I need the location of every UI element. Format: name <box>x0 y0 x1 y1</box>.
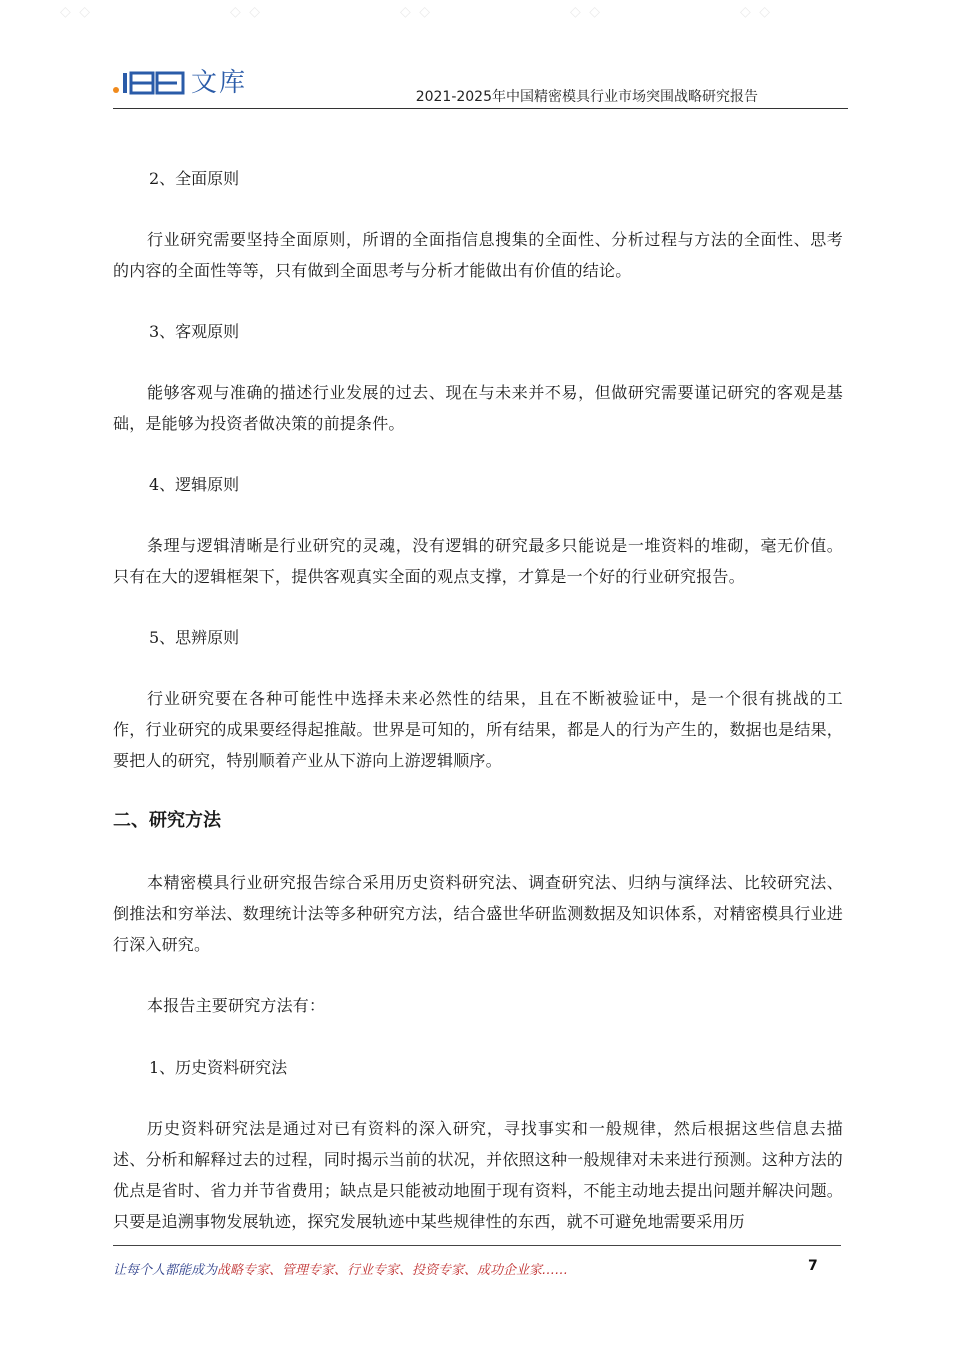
paragraph-methods-lead: 本报告主要研究方法有： <box>147 996 326 1015</box>
paragraph-methods-intro: 本精密模具行业研究报告综合采用历史资料研究法、调查研究法、归纳与演绎法、比较研究法、倒推法和穷举法、数理统计法等多种研究方法，结合盛世华研监测数据及知识体系，对精密模具行业进行深入研究。 <box>113 873 843 954</box>
section-heading-objective: 3、客观原则 <box>149 322 240 341</box>
page-header <box>113 60 848 110</box>
paragraph-dialectic: 行业研究要在各种可能性中选择未来必然性的结果，且在不断被验证中，是一个很有挑战的工作，行业研究的成果要经得起推敲。世界是可知的，所有结果，都是人的行为产生的，数据也是结果，要把人的研究，特别顺着产业从下游向上游逻辑顺序。 <box>113 689 843 770</box>
paragraph-comprehensive: 行业研究需要坚持全面原则，所谓的全面指信息搜集的全面性、分析过程与方法的全面性、思考的内容的全面性等等，只有做到全面思考与分析才能做出有价值的结论。 <box>113 230 843 280</box>
paragraph-objective: 能够客观与准确的描述行业发展的过去、现在与未来并不易，但做研究需要谨记研究的客观是基础，是能够为投资者做决策的前提条件。 <box>113 383 843 433</box>
page-number: 7 <box>808 1258 818 1274</box>
report-title: 2021-2025年中国精密模具行业市场突围战略研究报告 <box>415 89 758 105</box>
section-heading-dialectic: 5、思辨原则 <box>149 628 240 647</box>
section-heading-comprehensive: 2、全面原则 <box>149 169 240 188</box>
paragraph-logic: 条理与逻辑清晰是行业研究的灵魂，没有逻辑的研究最多只能说是一堆资料的堆砌，毫无价值。只有在大的逻辑框架下，提供客观真实全面的观点支撑，才算是一个好的行业研究报告。 <box>113 536 843 586</box>
logo <box>113 68 247 98</box>
footer-divider <box>113 1245 841 1246</box>
footer-slogan <box>113 1259 568 1278</box>
header-divider <box>113 108 848 109</box>
logo-dot-icon <box>113 87 119 93</box>
chapter-heading-methods: 二、研究方法 <box>113 810 221 831</box>
slogan-highlight: 战略专家、管理专家、行业专家、投资专家、成功企业家…… <box>217 1263 569 1278</box>
logo-text: 文库 <box>191 68 248 98</box>
slogan-prefix: 让每个人都能成为 <box>113 1263 218 1278</box>
paragraph-historical: 历史资料研究法是通过对已有资料的深入研究，寻找事实和一般规律，然后根据这些信息去描述、分析和解释过去的过程，同时揭示当前的状况，并依照这种一般规律对未来进行预测。这种方法的优点是省时、省力并节省费用；缺点是只能被动地囿于现有资料，不能主动地去提出问题并解决问题。只要是追溯事物发展轨迹，探究发展轨迹中某些规律性的东西，就不可避免地需要采用历 <box>113 1119 843 1231</box>
section-heading-logic: 4、逻辑原则 <box>149 475 240 494</box>
section-heading-historical: 1、历史资料研究法 <box>149 1058 288 1077</box>
watermark-strip: ◇ ◇ ◇ ◇ ◇ ◇ ◇ ◇ ◇ ◇ <box>60 4 772 20</box>
logo-mark-icon <box>123 71 185 95</box>
